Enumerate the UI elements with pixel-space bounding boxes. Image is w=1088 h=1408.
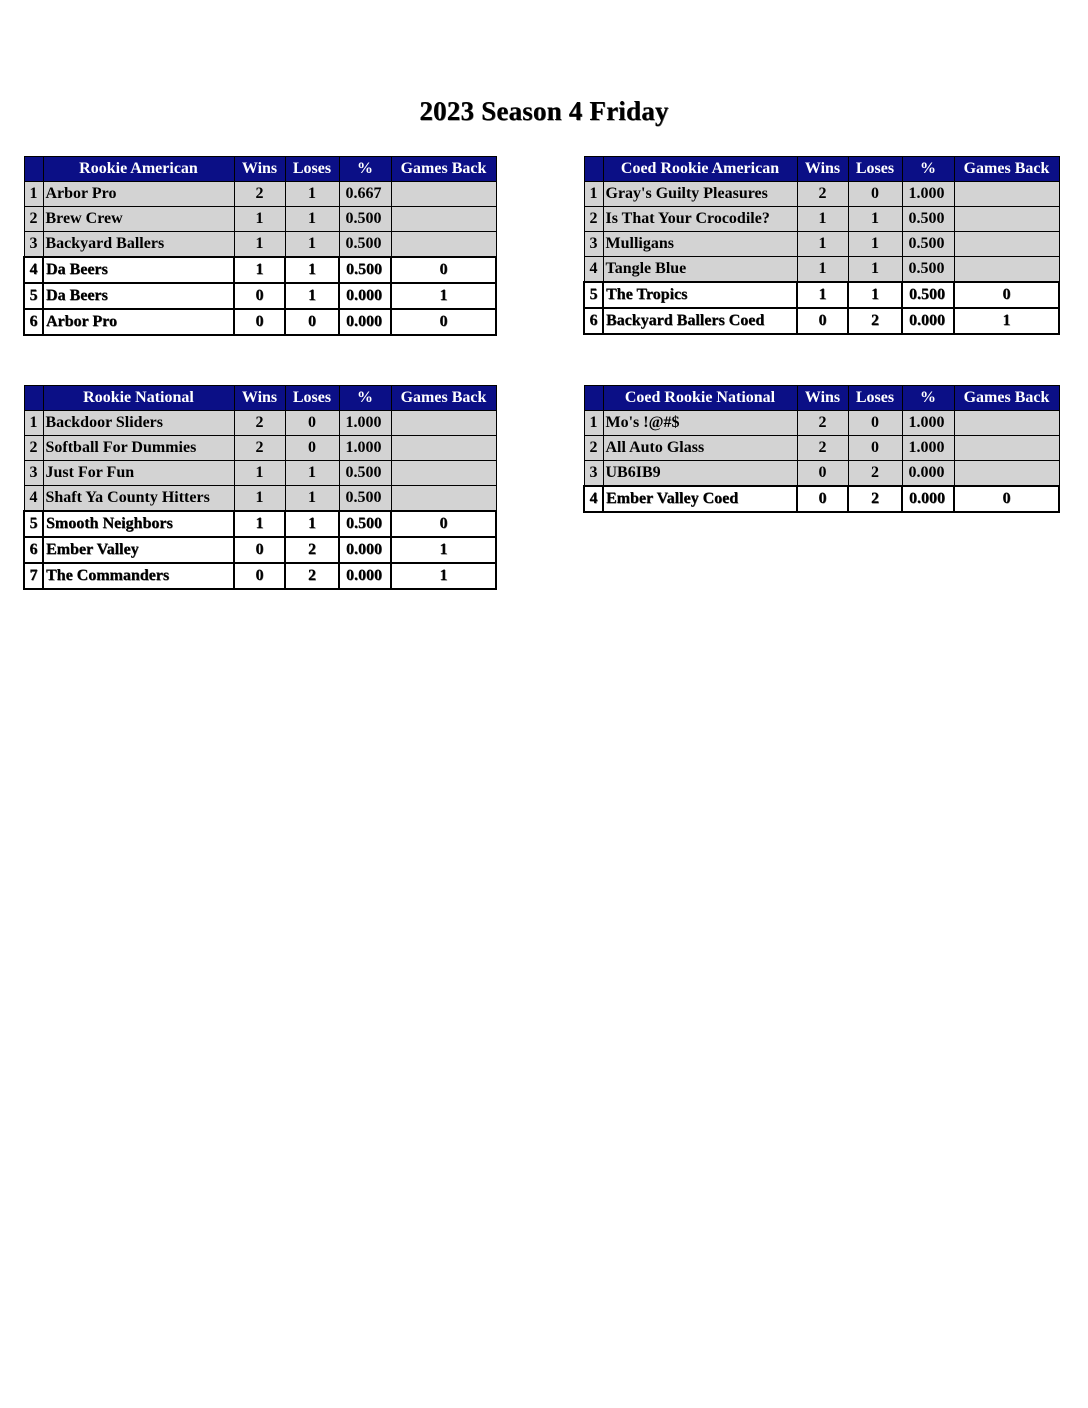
wins-cell: 0: [234, 309, 285, 335]
pct-cell: 0.000: [339, 537, 391, 563]
loses-cell: 2: [285, 537, 339, 563]
games-back-cell: 0: [391, 309, 496, 335]
pct-cell: 0.500: [339, 486, 391, 512]
rookie-american-standings-table: [23, 156, 497, 336]
table-row: [584, 436, 1059, 461]
loses-cell: 2: [848, 461, 902, 487]
table-row: [584, 308, 1059, 334]
loses-cell: 0: [848, 436, 902, 461]
rank-cell: 4: [584, 257, 603, 283]
table-row: [584, 486, 1059, 512]
team-name-cell: UB6IB9: [603, 461, 797, 487]
rank-cell: 3: [584, 232, 603, 257]
rank-header: [584, 157, 603, 182]
pct-cell: 1.000: [339, 436, 391, 461]
pct-cell: 1.000: [902, 182, 954, 207]
games-back-cell: [954, 411, 1059, 436]
rank-cell: 7: [24, 563, 43, 589]
pct-cell: 1.000: [902, 436, 954, 461]
rank-cell: 3: [24, 232, 43, 258]
team-name-cell: Backyard Ballers Coed: [603, 308, 797, 334]
table-row: [24, 207, 496, 232]
rank-cell: 6: [24, 537, 43, 563]
team-name-cell: Softball For Dummies: [43, 436, 234, 461]
rank-header: [24, 386, 43, 411]
wins-cell: 0: [797, 308, 848, 334]
wins-header: Wins: [234, 386, 285, 411]
games-back-cell: 0: [391, 257, 496, 283]
pct-header: %: [339, 386, 391, 411]
pct-cell: 0.500: [339, 257, 391, 283]
table-row: [584, 207, 1059, 232]
team-name-cell: Brew Crew: [43, 207, 234, 232]
loses-cell: 1: [285, 461, 339, 486]
wins-cell: 0: [234, 563, 285, 589]
team-name-cell: Tangle Blue: [603, 257, 797, 283]
team-name-cell: Backyard Ballers: [43, 232, 234, 258]
rank-cell: 5: [584, 282, 603, 308]
table-row: [24, 182, 496, 207]
loses-cell: 2: [848, 486, 902, 512]
loses-cell: 2: [285, 563, 339, 589]
rank-header: [584, 386, 603, 411]
games-back-cell: 0: [954, 282, 1059, 308]
wins-cell: 2: [234, 182, 285, 207]
table-row: [584, 282, 1059, 308]
games-back-cell: [954, 436, 1059, 461]
wins-cell: 0: [234, 283, 285, 309]
wins-cell: 0: [797, 461, 848, 487]
games-back-cell: [391, 461, 496, 486]
wins-cell: 1: [234, 486, 285, 512]
team-name-cell: Shaft Ya County Hitters: [43, 486, 234, 512]
games-back-cell: [391, 207, 496, 232]
coed-rookie-national-standings-table: [583, 385, 1060, 513]
loses-header: Loses: [848, 157, 902, 182]
pct-cell: 0.000: [902, 486, 954, 512]
table-row: [24, 257, 496, 283]
team-name-cell: The Commanders: [43, 563, 234, 589]
table-header-row: [584, 157, 1059, 182]
games-back-cell: 0: [391, 511, 496, 537]
pct-cell: 0.500: [339, 232, 391, 258]
rank-cell: 2: [584, 436, 603, 461]
pct-cell: 0.667: [339, 182, 391, 207]
wins-cell: 1: [797, 207, 848, 232]
team-name-cell: The Tropics: [603, 282, 797, 308]
games-back-cell: [954, 232, 1059, 257]
pct-cell: 0.000: [902, 461, 954, 487]
games-back-cell: [391, 232, 496, 258]
pct-cell: 0.000: [902, 308, 954, 334]
division-name-header: Coed Rookie American: [603, 157, 797, 182]
rank-cell: 3: [584, 461, 603, 487]
wins-cell: 2: [234, 411, 285, 436]
wins-cell: 2: [234, 436, 285, 461]
pct-header: %: [902, 386, 954, 411]
loses-cell: 1: [848, 282, 902, 308]
pct-cell: 0.500: [339, 511, 391, 537]
pct-cell: 0.500: [339, 207, 391, 232]
rank-cell: 5: [24, 511, 43, 537]
loses-header: Loses: [285, 157, 339, 182]
loses-cell: 2: [848, 308, 902, 334]
pct-cell: 0.000: [339, 563, 391, 589]
games-back-cell: 1: [391, 283, 496, 309]
wins-header: Wins: [797, 386, 848, 411]
team-name-cell: Mo's !@#$: [603, 411, 797, 436]
team-name-cell: Da Beers: [43, 257, 234, 283]
wins-cell: 1: [234, 461, 285, 486]
games-back-header: Games Back: [954, 386, 1059, 411]
pct-header: %: [902, 157, 954, 182]
team-name-cell: Is That Your Crocodile?: [603, 207, 797, 232]
table-row: [24, 283, 496, 309]
wins-cell: 1: [234, 257, 285, 283]
table-row: [24, 309, 496, 335]
team-name-cell: Arbor Pro: [43, 182, 234, 207]
table-header-row: [584, 386, 1059, 411]
games-back-cell: [954, 182, 1059, 207]
table-row: [584, 257, 1059, 283]
team-name-cell: Mulligans: [603, 232, 797, 257]
rank-cell: 4: [24, 257, 43, 283]
loses-cell: 1: [848, 207, 902, 232]
pct-cell: 1.000: [902, 411, 954, 436]
games-back-header: Games Back: [391, 386, 496, 411]
games-back-cell: 1: [954, 308, 1059, 334]
loses-cell: 0: [285, 309, 339, 335]
rank-cell: 1: [24, 182, 43, 207]
loses-cell: 1: [848, 232, 902, 257]
table-header-row: [24, 157, 496, 182]
team-name-cell: All Auto Glass: [603, 436, 797, 461]
coed-rookie-american-standings-table: [583, 156, 1060, 335]
games-back-cell: [954, 257, 1059, 283]
wins-header: Wins: [234, 157, 285, 182]
games-back-cell: [391, 436, 496, 461]
team-name-cell: Ember Valley Coed: [603, 486, 797, 512]
table-row: [24, 232, 496, 258]
table-row: [24, 486, 496, 512]
table-row: [24, 563, 496, 589]
loses-header: Loses: [848, 386, 902, 411]
table-row: [24, 436, 496, 461]
wins-cell: 1: [234, 207, 285, 232]
rank-cell: 1: [584, 182, 603, 207]
loses-cell: 1: [285, 486, 339, 512]
pct-cell: 0.500: [902, 257, 954, 283]
rank-cell: 2: [24, 207, 43, 232]
games-back-header: Games Back: [391, 157, 496, 182]
team-name-cell: Gray's Guilty Pleasures: [603, 182, 797, 207]
wins-cell: 2: [797, 411, 848, 436]
loses-cell: 0: [285, 436, 339, 461]
loses-cell: 0: [848, 411, 902, 436]
team-name-cell: Da Beers: [43, 283, 234, 309]
table-row: [24, 461, 496, 486]
pct-cell: 0.000: [339, 309, 391, 335]
loses-cell: 1: [285, 182, 339, 207]
pct-cell: 0.000: [339, 283, 391, 309]
games-back-cell: [954, 207, 1059, 232]
table-row: [584, 461, 1059, 487]
wins-cell: 1: [797, 232, 848, 257]
games-back-cell: 1: [391, 563, 496, 589]
rank-cell: 5: [24, 283, 43, 309]
games-back-header: Games Back: [954, 157, 1059, 182]
table-header-row: [24, 386, 496, 411]
pct-cell: 1.000: [339, 411, 391, 436]
wins-cell: 1: [234, 232, 285, 258]
rank-cell: 4: [24, 486, 43, 512]
team-name-cell: Just For Fun: [43, 461, 234, 486]
team-name-cell: Arbor Pro: [43, 309, 234, 335]
wins-cell: 1: [234, 511, 285, 537]
rank-cell: 2: [24, 436, 43, 461]
rank-header: [24, 157, 43, 182]
wins-cell: 1: [797, 257, 848, 283]
pct-header: %: [339, 157, 391, 182]
wins-cell: 1: [797, 282, 848, 308]
loses-header: Loses: [285, 386, 339, 411]
rank-cell: 6: [584, 308, 603, 334]
loses-cell: 0: [848, 182, 902, 207]
division-name-header: Rookie American: [43, 157, 234, 182]
table-row: [24, 511, 496, 537]
wins-cell: 2: [797, 436, 848, 461]
wins-header: Wins: [797, 157, 848, 182]
games-back-cell: 1: [391, 537, 496, 563]
games-back-cell: [954, 461, 1059, 487]
pct-cell: 0.500: [339, 461, 391, 486]
table-row: [584, 232, 1059, 257]
pct-cell: 0.500: [902, 232, 954, 257]
wins-cell: 2: [797, 182, 848, 207]
table-row: [584, 182, 1059, 207]
team-name-cell: Smooth Neighbors: [43, 511, 234, 537]
games-back-cell: [391, 486, 496, 512]
loses-cell: 1: [285, 283, 339, 309]
table-row: [24, 537, 496, 563]
games-back-cell: 0: [954, 486, 1059, 512]
rookie-national-standings-table: [23, 385, 497, 590]
loses-cell: 0: [285, 411, 339, 436]
loses-cell: 1: [285, 232, 339, 258]
loses-cell: 1: [285, 207, 339, 232]
games-back-cell: [391, 411, 496, 436]
rank-cell: 1: [584, 411, 603, 436]
loses-cell: 1: [285, 257, 339, 283]
rank-cell: 2: [584, 207, 603, 232]
team-name-cell: Ember Valley: [43, 537, 234, 563]
games-back-cell: [391, 182, 496, 207]
pct-cell: 0.500: [902, 282, 954, 308]
table-row: [584, 411, 1059, 436]
division-name-header: Rookie National: [43, 386, 234, 411]
loses-cell: 1: [848, 257, 902, 283]
table-row: [24, 411, 496, 436]
loses-cell: 1: [285, 511, 339, 537]
division-name-header: Coed Rookie National: [603, 386, 797, 411]
rank-cell: 3: [24, 461, 43, 486]
page-title: 2023 Season 4 Friday: [419, 96, 669, 126]
pct-cell: 0.500: [902, 207, 954, 232]
rank-cell: 4: [584, 486, 603, 512]
team-name-cell: Backdoor Sliders: [43, 411, 234, 436]
wins-cell: 0: [797, 486, 848, 512]
rank-cell: 1: [24, 411, 43, 436]
rank-cell: 6: [24, 309, 43, 335]
wins-cell: 0: [234, 537, 285, 563]
